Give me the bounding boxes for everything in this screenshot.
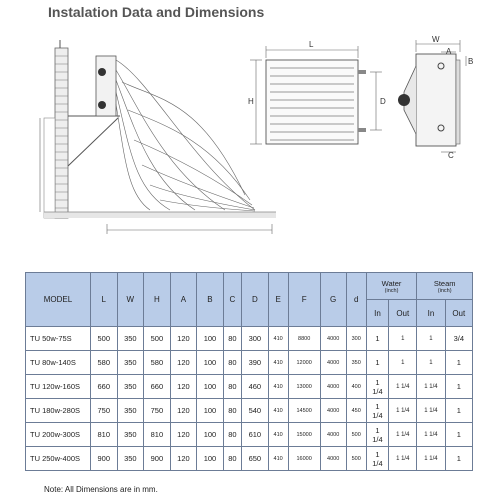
cell-s-in: 1 1/4: [417, 447, 445, 471]
header-water-out: Out: [389, 300, 417, 327]
dim-label-A: A: [446, 47, 452, 56]
footnote: Note: All Dimensions are in mm.: [44, 485, 158, 494]
cell-s-in: 1: [417, 351, 445, 375]
page-title: Instalation Data and Dimensions: [48, 4, 265, 20]
cell-H: 900: [144, 447, 171, 471]
header-steam: [417, 273, 473, 300]
cell-d: 450: [346, 399, 366, 423]
cell-F: 13000: [288, 375, 320, 399]
header-steam-unit: (inch): [437, 287, 452, 294]
heater-unit-side: [96, 56, 116, 116]
cell-L: 750: [91, 399, 118, 423]
cell-E: 410: [268, 447, 288, 471]
cell-s-out: 1: [445, 351, 472, 375]
cell-H: 810: [144, 423, 171, 447]
dim-label-B: B: [468, 57, 474, 66]
heater-side-view: [398, 54, 460, 146]
table-row: [26, 327, 473, 351]
cell-A: 120: [170, 375, 197, 399]
cell-w-in: 1 1/4: [366, 423, 388, 447]
cell-F: 12000: [288, 351, 320, 375]
header-B: B: [197, 273, 224, 327]
specification-table: [25, 272, 473, 471]
cell-model: TU 120w-160S: [26, 375, 91, 399]
cell-model: TU 200w-300S: [26, 423, 91, 447]
header-W: W: [117, 273, 144, 327]
cell-D: 300: [242, 327, 269, 351]
cell-w-in: 1 1/4: [366, 375, 388, 399]
cell-B: 100: [197, 375, 224, 399]
cell-F: 16000: [288, 447, 320, 471]
cell-W: 350: [117, 375, 144, 399]
cell-L: 500: [91, 327, 118, 351]
header-steam-out: Out: [445, 300, 472, 327]
cell-H: 500: [144, 327, 171, 351]
cell-w-in: 1 1/4: [366, 447, 388, 471]
ground-line: [44, 212, 276, 218]
cell-G: 4000: [320, 447, 346, 471]
cell-W: 350: [117, 447, 144, 471]
header-steam-label: Steam: [433, 278, 456, 288]
cell-G: 4000: [320, 327, 346, 351]
cell-s-in: 1: [417, 327, 445, 351]
dim-label-H: H: [248, 97, 254, 106]
header-F: F: [288, 273, 320, 327]
header-E: E: [268, 273, 288, 327]
cell-d: 350: [346, 351, 366, 375]
cell-C: 80: [223, 351, 241, 375]
cell-H: 750: [144, 399, 171, 423]
header-water: [366, 273, 417, 300]
header-d: d: [346, 273, 366, 327]
cell-model: TU 80w-140S: [26, 351, 91, 375]
cell-C: 80: [223, 375, 241, 399]
cell-D: 650: [242, 447, 269, 471]
cell-w-out: 1 1/4: [389, 423, 417, 447]
dim-label-D: D: [380, 97, 386, 106]
cell-s-out: 1: [445, 447, 472, 471]
cell-w-in: 1: [366, 351, 388, 375]
cell-d: 300: [346, 327, 366, 351]
cell-D: 460: [242, 375, 269, 399]
cell-F: 14500: [288, 399, 320, 423]
cell-F: 15000: [288, 423, 320, 447]
header-model: MODEL: [26, 273, 91, 327]
table-row: [26, 447, 473, 471]
cell-w-out: 1 1/4: [389, 375, 417, 399]
cell-w-out: 1 1/4: [389, 447, 417, 471]
cell-s-out: 1: [445, 423, 472, 447]
cell-E: 410: [268, 423, 288, 447]
table-header-row: [26, 273, 473, 300]
cell-w-out: 1: [389, 327, 417, 351]
cell-A: 120: [170, 423, 197, 447]
cell-A: 120: [170, 447, 197, 471]
cell-G: 4000: [320, 375, 346, 399]
header-steam-in: In: [417, 300, 445, 327]
cell-B: 100: [197, 447, 224, 471]
cell-D: 390: [242, 351, 269, 375]
air-throw-pattern: [116, 60, 255, 211]
brick-wall: [44, 48, 68, 218]
cell-s-out: 1: [445, 399, 472, 423]
cell-d: 500: [346, 423, 366, 447]
cell-H: 660: [144, 375, 171, 399]
cell-D: 540: [242, 399, 269, 423]
cell-L: 810: [91, 423, 118, 447]
cell-w-out: 1 1/4: [389, 399, 417, 423]
cell-E: 410: [268, 375, 288, 399]
cell-H: 580: [144, 351, 171, 375]
dim-label-W: W: [432, 35, 440, 44]
cell-L: 580: [91, 351, 118, 375]
header-L: L: [91, 273, 118, 327]
header-A: A: [170, 273, 197, 327]
cell-C: 80: [223, 327, 241, 351]
table-body: [26, 327, 473, 471]
table-row: [26, 423, 473, 447]
header-H: H: [144, 273, 171, 327]
header-water-label: Water: [381, 278, 402, 288]
cell-C: 80: [223, 447, 241, 471]
header-G: G: [320, 273, 346, 327]
cell-s-out: 3/4: [445, 327, 472, 351]
cell-w-in: 1 1/4: [366, 399, 388, 423]
dim-label-L: L: [309, 40, 314, 49]
cell-model: TU 250w-400S: [26, 447, 91, 471]
table-row: [26, 351, 473, 375]
cell-L: 660: [91, 375, 118, 399]
cell-model: TU 180w-280S: [26, 399, 91, 423]
header-water-in: In: [366, 300, 388, 327]
dim-label-C: C: [448, 151, 454, 160]
cell-A: 120: [170, 351, 197, 375]
cell-E: 410: [268, 351, 288, 375]
cell-s-in: 1 1/4: [417, 399, 445, 423]
cell-W: 350: [117, 327, 144, 351]
cell-A: 120: [170, 327, 197, 351]
header-D: D: [242, 273, 269, 327]
cell-C: 80: [223, 423, 241, 447]
header-water-unit: (inch): [384, 287, 399, 294]
cell-B: 100: [197, 351, 224, 375]
cell-B: 100: [197, 327, 224, 351]
table-row: [26, 399, 473, 423]
cell-B: 100: [197, 423, 224, 447]
cell-C: 80: [223, 399, 241, 423]
cell-s-in: 1 1/4: [417, 423, 445, 447]
cell-s-in: 1 1/4: [417, 375, 445, 399]
cell-D: 610: [242, 423, 269, 447]
cell-w-in: 1: [366, 327, 388, 351]
cell-W: 350: [117, 423, 144, 447]
table-row: [26, 375, 473, 399]
cell-d: 400: [346, 375, 366, 399]
cell-model: TU 50w-75S: [26, 327, 91, 351]
header-C: C: [223, 273, 241, 327]
cell-G: 4000: [320, 423, 346, 447]
cell-w-out: 1: [389, 351, 417, 375]
cell-W: 350: [117, 351, 144, 375]
heater-front-view: [266, 60, 366, 144]
cell-E: 410: [268, 399, 288, 423]
cell-W: 350: [117, 399, 144, 423]
cell-B: 100: [197, 399, 224, 423]
cell-G: 4000: [320, 399, 346, 423]
cell-d: 500: [346, 447, 366, 471]
cell-A: 120: [170, 399, 197, 423]
cell-E: 410: [268, 327, 288, 351]
cell-F: 8800: [288, 327, 320, 351]
cell-G: 4000: [320, 351, 346, 375]
cell-L: 900: [91, 447, 118, 471]
cell-s-out: 1: [445, 375, 472, 399]
